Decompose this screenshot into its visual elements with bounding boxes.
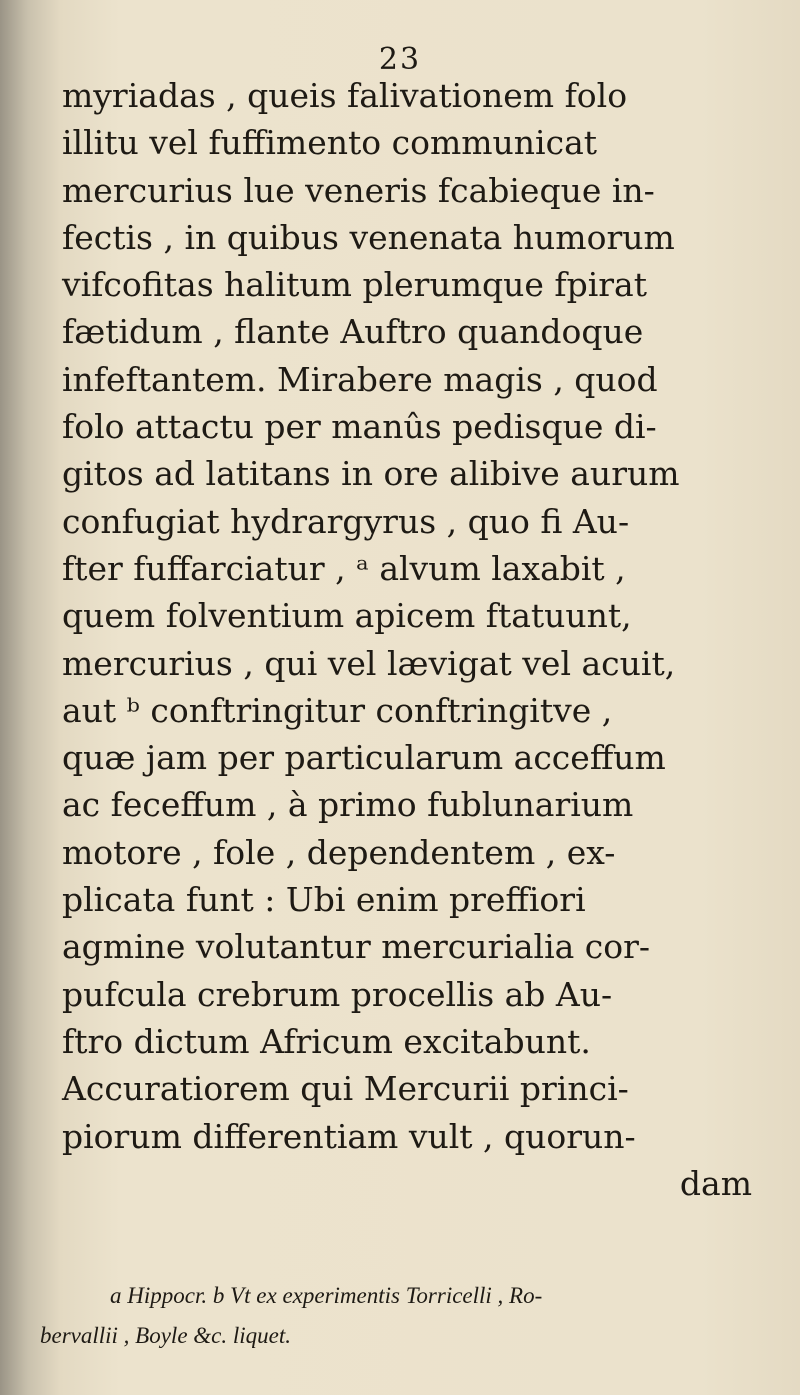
text-line: vifcofitas halitum plerumque fpirat bbox=[62, 265, 647, 305]
text-line: fætidum , flante Auftro quandoque bbox=[62, 312, 644, 352]
page-number: 23 bbox=[378, 42, 422, 77]
footnotes bbox=[40, 1276, 760, 1356]
text-line: infeftantem. Mirabere magis , quod bbox=[62, 359, 658, 399]
text-line: plicata funt : Ubi enim preffiori bbox=[62, 880, 586, 920]
footnote-line: bervallii , Boyle &c. liquet. bbox=[40, 1323, 292, 1348]
text-line: motore , fole , dependentem , ex- bbox=[62, 832, 616, 872]
text-line: aut ᵇ conftringitur conftringitve , bbox=[62, 690, 613, 730]
text-line: ftro dictum Africum excitabunt. bbox=[62, 1021, 591, 1061]
text-line: gitos ad latitans in ore alibive aurum bbox=[62, 454, 680, 494]
text-line: illitu vel fuffimento communicat bbox=[62, 123, 598, 163]
text-line: mercurius lue veneris fcabieque in- bbox=[62, 170, 655, 210]
body-text bbox=[62, 72, 752, 1207]
text-line: quem folventium apicem ftatuunt, bbox=[62, 596, 632, 636]
text-line: myriadas , queis falivationem folo bbox=[62, 76, 628, 115]
text-line: quæ jam per particularum acceffum bbox=[62, 738, 666, 778]
text-line: agmine volutantur mercurialia cor- bbox=[62, 927, 651, 967]
text-line: fectis , in quibus venenata humorum bbox=[62, 217, 675, 257]
text-line: fter fuffarciatur , ᵃ alvum laxabit , bbox=[62, 548, 626, 588]
text-line: pufcula crebrum procellis ab Au- bbox=[62, 974, 613, 1014]
footnote-line: a Hippocr. b Vt ex experimentis Torricelli , Ro- bbox=[110, 1283, 543, 1308]
text-line: confugiat hydrargyrus , quo fi Au- bbox=[62, 501, 630, 541]
text-line: piorum differentiam vult , quorun- bbox=[62, 1116, 636, 1156]
text-line: mercurius , qui vel lævigat vel acuit, bbox=[62, 643, 676, 683]
catchword: dam bbox=[679, 1163, 752, 1203]
text-line: folo attactu per manûs pedisque di- bbox=[62, 407, 657, 447]
text-line: Accuratiorem qui Mercurii princi- bbox=[62, 1069, 629, 1109]
text-line: ac feceffum , à primo fublunarium bbox=[62, 785, 634, 825]
